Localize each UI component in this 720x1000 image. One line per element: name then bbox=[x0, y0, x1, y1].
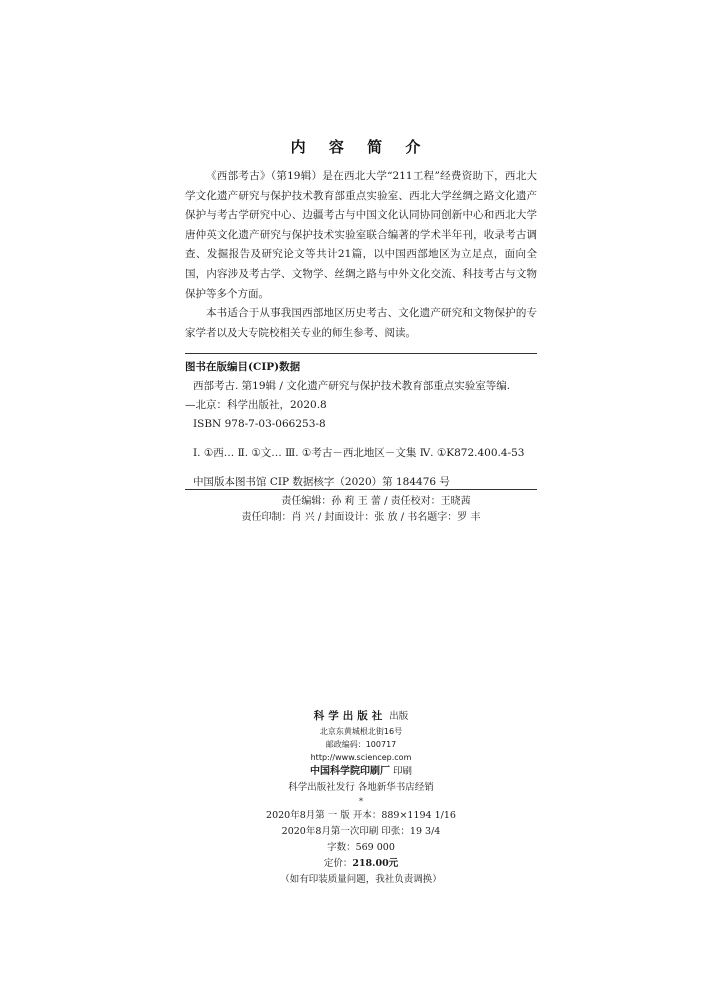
summary-paragraph-2: 本书适合于从事我国西部地区历史考古、文化遗产研究和文物保护的专家学者以及大专院校相关专业的师生参考、阅读。 bbox=[185, 307, 537, 339]
editors-credits bbox=[185, 494, 537, 526]
summary-body bbox=[185, 167, 537, 343]
cip-entry-line-1: 西部考古. 第19辑 / 文化遗产研究与保护技术教育部重点实验室等编. bbox=[193, 380, 511, 392]
quality-notice: （如有印装质量问题，我社负责调换） bbox=[280, 874, 442, 885]
cip-isbn: ISBN 978-7-03-066253-8 bbox=[193, 418, 326, 430]
editors-line-1: 责任编辑：孙 莉 王 蕾 / 责任校对：王晓茜 bbox=[281, 496, 471, 507]
word-count: 字数：569 000 bbox=[327, 842, 395, 853]
cip-title: 图书在版编目(CIP)数据 bbox=[185, 361, 301, 373]
printer-suffix: 印刷 bbox=[393, 766, 413, 777]
printer-name: 中国科学院印刷厂 bbox=[309, 766, 390, 777]
cip-bottom-divider bbox=[185, 489, 537, 490]
separator-star: * bbox=[359, 797, 363, 806]
price-value: 218.00元 bbox=[352, 858, 399, 869]
publisher-name: 科学出版社 bbox=[313, 710, 387, 722]
publisher-postcode: 邮政编码：100717 bbox=[325, 740, 397, 749]
cip-top-divider bbox=[185, 353, 537, 354]
cip-classification: Ⅰ. ①西… Ⅱ. ①文… Ⅲ. ①考古－西北地区－文集 Ⅳ. ①K872.400.4-53 bbox=[193, 447, 525, 459]
cip-data-block bbox=[185, 358, 537, 492]
colophon bbox=[185, 708, 537, 888]
cip-spacer bbox=[185, 434, 537, 444]
summary-heading: 内 容 简 介 bbox=[290, 138, 430, 156]
editors-line-2: 责任印制：肖 兴 / 封面设计：张 放 / 书名题字：罗 丰 bbox=[241, 512, 481, 523]
cip-entry-line-2: —北京：科学出版社，2020.8 bbox=[185, 399, 327, 411]
edition-spec-line-2: 2020年8月第一次印刷 印张：19 3/4 bbox=[281, 826, 441, 837]
cip-spacer bbox=[185, 463, 537, 473]
publisher-suffix: 出版 bbox=[389, 711, 409, 722]
printer-line bbox=[185, 764, 537, 780]
distribution-line: 科学出版社发行 各地新华书店经销 bbox=[288, 782, 434, 793]
summary-paragraph-1: 《西部考古》（第19辑）是在西北大学“211工程”经费资助下，西北大学文化遗产研究与保护技术教育部重点实验室、西北大学丝绸之路文化遗产保护与考古学研究中心、边疆考古与中国文化认同协同创新中心和西北大学唐仲英文化遗产研究与保护技术实验室联合编著的学术半年刊，收录考古调查、发掘报告及研究论文等共计21篇，以中国西部地区为立足点，面向全国，内容涉及考古学、文物学、丝绸之路与中外文化交流、科技考古与文物保护等多个方面。 bbox=[185, 170, 537, 300]
publisher-address: 北京东黄城根北街16号 bbox=[319, 727, 403, 736]
price-label: 定价： bbox=[323, 858, 353, 869]
cip-record-number: 中国版本图书馆 CIP 数据核字（2020）第 184476 号 bbox=[193, 476, 450, 488]
edition-spec-line-1: 2020年8月第 一 版 开本：889×1194 1/16 bbox=[266, 810, 456, 821]
price-line bbox=[185, 856, 537, 872]
publisher-line bbox=[185, 708, 537, 725]
publisher-url: http://www.sciencep.com bbox=[310, 753, 412, 762]
